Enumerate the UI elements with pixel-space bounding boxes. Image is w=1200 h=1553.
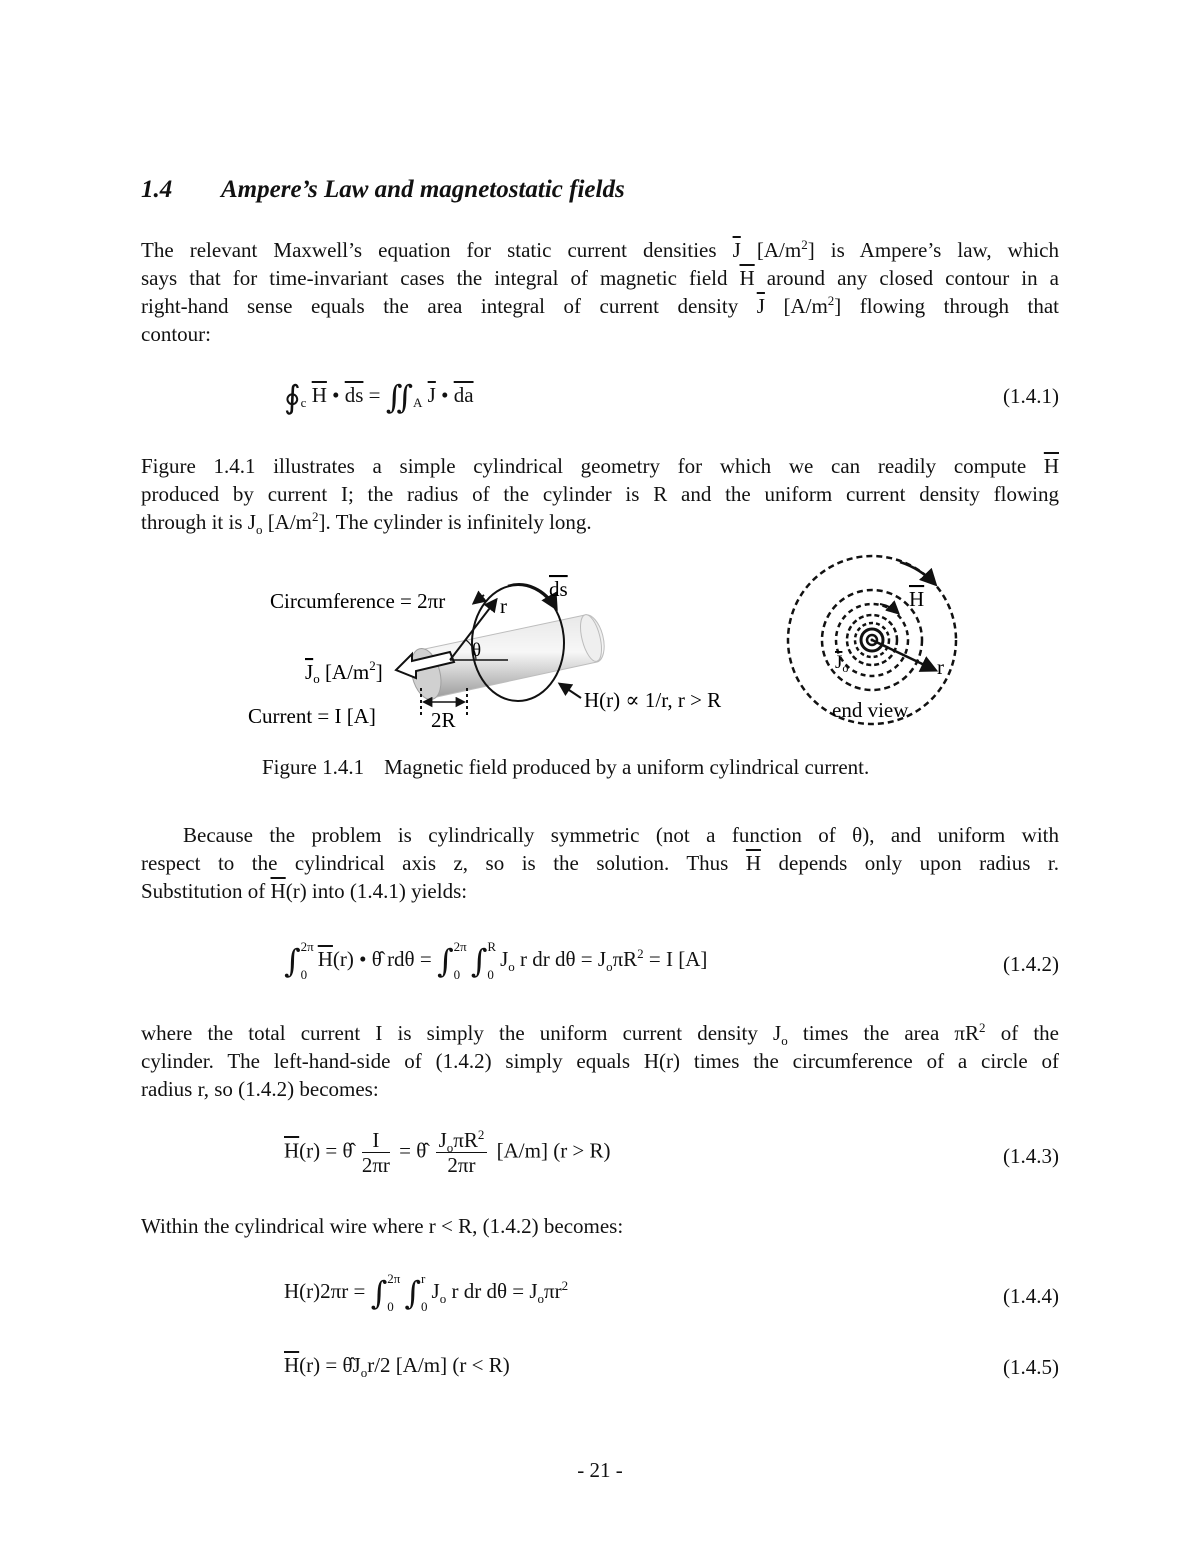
theta-label: θ	[472, 640, 482, 661]
paragraph-2	[141, 452, 1059, 536]
jo-label: Jo $[A/m^2]$	[305, 658, 383, 686]
equation-1-4-2: ∫2π $0\overline{H}(r)$ • θ̂ rdθ = ∫2π 0 ∫R $0J_o$ r dr $d\theta = J_o\pi R^2 = I$ [A]	[284, 939, 708, 982]
para4-line2: cylinder. The left-hand-side of (1.4.2) simply equals H(r) times the circumference of a circle of	[141, 1049, 1059, 1073]
field-label: H(r) ∝ 1/r, r > R	[584, 688, 722, 712]
para1-line1: The relevant Maxwell’s equation for static current densities $\overline{J}$ $[A/m^2]$ is Ampere’s law, which	[141, 237, 1059, 262]
end-jo-label: $J_o$	[835, 652, 849, 675]
page-number: - 21 -	[577, 1458, 623, 1482]
equation-number-1-4-4: (1.4.4)	[1003, 1284, 1059, 1308]
para2-line3: through it is $J_o$ $[A/m^2]$. The cylinder is infinitely long.	[141, 509, 592, 537]
para1-line3: right-hand sense equals the area integral of current density $\overline{J}$ $[A/m^2]$ flowing through that	[141, 293, 1060, 318]
circumference-pointer-icon	[474, 595, 484, 603]
equation-number-1-4-3: (1.4.3)	[1003, 1144, 1059, 1168]
fraction-1: $\frac{I}{2\pi r}$	[361, 1128, 390, 1177]
end-h-label: H	[909, 587, 925, 611]
equation-1-4-3: $\overline{H}(r)$ = θ̂ $\frac{I}{2\pi r}$ = θ̂ $\frac{J_o\pi R^2}{2\pi r}$ [A/m] (r > R)	[284, 1127, 611, 1177]
para2-line2: produced by current I; the radius of the cylinder is R and the uniform current density flowing	[141, 482, 1059, 506]
section-number: 1.4	[141, 176, 173, 203]
inner-field-arrow-icon	[880, 604, 898, 613]
para1-line4: contour:	[141, 322, 211, 346]
equation-1-4-1: $∮_c$ $\overline{H}$ • $\overline{ds}$ = $∬_A$ $\overline{J}$ • $\overline{da}$	[284, 378, 474, 416]
para3-line3: Substitution of $\overline{H}(r)$ into (1.4.1) yields:	[141, 879, 468, 903]
circumference-label: Circumference = 2πr	[270, 589, 446, 613]
equation-number-1-4-1: (1.4.1)	[1003, 384, 1059, 408]
radius-label: r	[500, 594, 507, 618]
para4-line3: radius r, so (1.4.2) becomes:	[141, 1077, 379, 1101]
para3-line1: Because the problem is cylindrically symmetric (not a function of θ), and uniform with	[183, 823, 1059, 847]
paragraph-1	[141, 236, 1059, 348]
equation-number-1-4-2: (1.4.2)	[1003, 952, 1059, 976]
fraction-2: $\frac{J_o\pi R^2}{2\pi r}$	[436, 1128, 488, 1177]
end-view-label: end view	[832, 698, 909, 722]
ds-label: ds	[549, 577, 568, 601]
field-pointer-icon	[560, 684, 581, 698]
current-label: Current = I [A]	[248, 704, 376, 728]
end-field-arrow-icon	[900, 562, 935, 584]
figure-caption	[262, 755, 869, 780]
diameter-label: 2R	[431, 708, 456, 732]
paragraph-5: Within the cylindrical wire where r < R, (1.4.2) becomes:	[141, 1214, 624, 1238]
caption-text: Magnetic field produced by a uniform cylindrical current.	[384, 755, 870, 779]
equation-number-1-4-5: (1.4.5)	[1003, 1355, 1059, 1379]
para1-line2: says that for time-invariant cases the integral of magnetic field $\overline{H}$ around any closed contour in a	[141, 266, 1059, 290]
paragraph-3	[141, 821, 1059, 905]
end-r-label: r	[937, 655, 944, 679]
section-title: Ampere’s Law and magnetostatic fields	[221, 176, 625, 203]
paragraph-4	[141, 1019, 1059, 1103]
equation-1-4-5: $\overline{H}(r)$ = $\thetâJ_or/2$ [A/m] (r < R)	[284, 1353, 510, 1380]
para4-line1: where the total current I is simply the uniform current density $J_o$ times the area $\pi R^2$ of the	[141, 1020, 1060, 1048]
para2-line1: Figure 1.4.1 illustrates a simple cylindrical geometry for which we can readily compute $\overline{H}$	[141, 454, 1059, 478]
section-heading	[141, 176, 625, 204]
para3-line2: respect to the cylindrical axis z, so is the solution. Thus $\overline{H}$ depends only upon radius r.	[141, 851, 1059, 875]
caption-label: Figure 1.4.1	[262, 755, 365, 779]
figure-1-4-1	[0, 540, 1200, 750]
equation-1-4-4: H(r)2πr = ∫2π 0 ∫r $0J_o$ r dr $d\theta = J_o\pi r^2$	[284, 1271, 569, 1314]
